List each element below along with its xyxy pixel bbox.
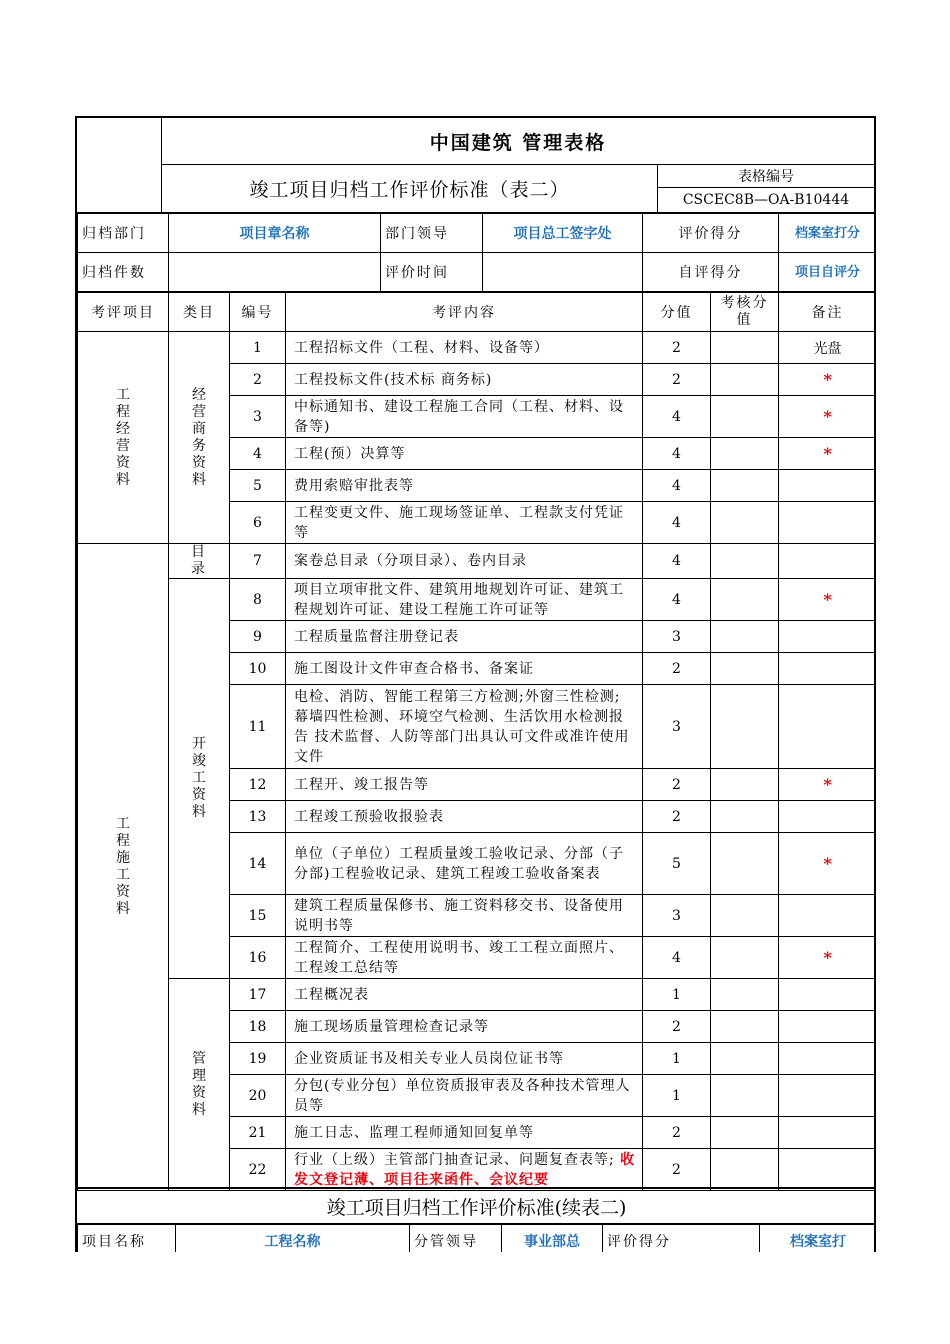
row-note — [779, 1117, 877, 1149]
row-content — [286, 332, 643, 364]
category-commercial-text — [173, 387, 225, 489]
row-number: 16 — [230, 937, 286, 979]
row-content — [286, 438, 643, 470]
row-points: 4 — [643, 937, 711, 979]
vertical-char: 料 — [192, 471, 206, 488]
vertical-char: 资 — [116, 884, 130, 900]
col-points: 分值 — [643, 293, 711, 332]
self-score-label: 自评得分 — [643, 253, 779, 292]
row-points: 2 — [643, 332, 711, 364]
vertical-char: 工 — [116, 816, 130, 832]
form-header — [77, 118, 874, 213]
required-star-icon: * — [779, 396, 877, 438]
vertical-char: 程 — [116, 833, 130, 849]
category-management-text — [173, 1051, 225, 1119]
row-note — [779, 979, 877, 1011]
category-catalog — [169, 544, 230, 579]
row-note — [779, 502, 877, 544]
time-label: 评价时间 — [381, 253, 483, 292]
row-content — [286, 544, 643, 579]
row-check-score[interactable] — [711, 895, 779, 937]
vertical-char: 目 — [191, 544, 207, 560]
row-check-score[interactable] — [711, 833, 779, 895]
row-points: 2 — [643, 653, 711, 685]
continued-section — [77, 1187, 876, 1252]
row-check-score[interactable] — [711, 502, 779, 544]
col-check: 考核分值 — [711, 293, 779, 332]
row-content — [286, 396, 643, 438]
row-content-text: 施工日志、监理工程师通知回复单等 — [294, 1124, 534, 1141]
row-number: 10 — [230, 653, 286, 685]
continued-score-value[interactable]: 档案室打 — [760, 1225, 877, 1253]
table-row — [78, 332, 877, 364]
row-content-text: 工程质量监督注册登记表 — [294, 628, 459, 645]
row-note — [779, 801, 877, 833]
row-content — [286, 1043, 643, 1075]
continued-title: 竣工项目归档工作评价标准(续表二) — [77, 1187, 876, 1224]
row-points: 2 — [643, 1011, 711, 1043]
required-star-icon: * — [779, 579, 877, 621]
row-points: 2 — [643, 364, 711, 396]
row-check-score[interactable] — [711, 769, 779, 801]
row-number: 5 — [230, 470, 286, 502]
row-number: 8 — [230, 579, 286, 621]
col-note: 备注 — [779, 293, 877, 332]
column-header-row — [78, 293, 877, 332]
row-content-text: 工程开、竣工报告等 — [294, 776, 429, 793]
vertical-char: 施 — [116, 850, 130, 866]
info-row-1 — [78, 214, 877, 253]
form-code: CSCEC8B—OA-B10444 — [682, 192, 850, 208]
col-number: 编号 — [230, 293, 286, 332]
row-points: 3 — [643, 685, 711, 769]
continued-info-row — [78, 1225, 877, 1253]
row-check-score[interactable] — [711, 396, 779, 438]
row-points: 1 — [643, 1075, 711, 1117]
project-name-value[interactable]: 工程名称 — [176, 1225, 410, 1253]
row-points: 2 — [643, 769, 711, 801]
row-content-text: 企业资质证书及相关专业人员岗位证书等 — [294, 1050, 564, 1067]
col-content: 考评内容 — [286, 293, 643, 332]
row-note — [779, 685, 877, 769]
continued-score-label: 评价得分 — [603, 1225, 760, 1253]
row-content-text: 中标通知书、建设工程施工合同（工程、材料、设备等) — [294, 398, 624, 435]
row-number: 18 — [230, 1011, 286, 1043]
vertical-char: 管 — [192, 1050, 206, 1067]
category-catalog-text — [173, 544, 225, 578]
row-points: 1 — [643, 1043, 711, 1075]
required-star-icon: * — [779, 937, 877, 979]
self-score-value[interactable]: 项目自评分 — [779, 253, 877, 292]
vertical-char: 经 — [116, 420, 130, 437]
row-points: 5 — [643, 833, 711, 895]
row-content — [286, 937, 643, 979]
row-check-score[interactable] — [711, 1117, 779, 1149]
row-check-score[interactable] — [711, 470, 779, 502]
col-category: 类目 — [169, 293, 230, 332]
row-content-text: 电检、消防、智能工程第三方检测;外窗三性检测; 幕墙四性检测、环境空气检测、生活饮用水检测报告 技术监督、人防等部门出具认可文件或准许使用文件 — [294, 688, 630, 765]
row-content — [286, 685, 643, 769]
row-number: 19 — [230, 1043, 286, 1075]
vertical-char: 料 — [192, 1101, 206, 1118]
row-content — [286, 579, 643, 621]
row-note — [779, 544, 877, 579]
continued-info-table — [77, 1224, 876, 1252]
category-start-completion-text — [173, 736, 225, 821]
vertical-char: 竣 — [192, 753, 206, 769]
row-note — [779, 653, 877, 685]
row-content-text: 工程简介、工程使用说明书、竣工工程立面照片、工程竣工总结等 — [294, 939, 624, 976]
row-check-score[interactable] — [711, 579, 779, 621]
category-management — [169, 979, 230, 1191]
category-start-completion — [169, 579, 230, 979]
row-check-score[interactable] — [711, 1043, 779, 1075]
row-content-text: 费用索赔审批表等 — [294, 477, 414, 494]
vertical-char: 营 — [116, 437, 130, 454]
vertical-char: 工 — [116, 867, 130, 883]
row-points: 4 — [643, 438, 711, 470]
row-points: 4 — [643, 544, 711, 579]
vertical-char: 录 — [191, 561, 207, 577]
row-content-text: 建筑工程质量保修书、施工资料移交书、设备使用说明书等 — [294, 897, 624, 934]
row-check-score[interactable] — [711, 544, 779, 579]
row-content — [286, 895, 643, 937]
table-row — [78, 979, 877, 1011]
division-leader-label: 分管领导 — [410, 1225, 502, 1253]
row-check-score[interactable] — [711, 1149, 779, 1191]
row-points: 4 — [643, 502, 711, 544]
row-check-score[interactable] — [711, 937, 779, 979]
vertical-char: 资 — [192, 454, 206, 471]
row-points: 2 — [643, 1117, 711, 1149]
form-code-label: 表格编号 — [658, 165, 874, 188]
dept-label: 归档部门 — [78, 214, 169, 253]
time-value[interactable] — [483, 253, 643, 292]
row-content-text: 项目立项审批文件、建筑用地规划许可证、建筑工程规划许可证、建设工程施工许可证等 — [294, 581, 624, 618]
row-note — [779, 1149, 877, 1191]
vertical-char: 程 — [116, 403, 130, 420]
row-content-text: 工程(预）决算等 — [294, 445, 406, 462]
row-note: 光盘 — [779, 332, 877, 364]
row-content — [286, 470, 643, 502]
row-note — [779, 470, 877, 502]
row-content — [286, 1011, 643, 1043]
leader-label: 部门领导 — [381, 214, 483, 253]
row-content — [286, 1149, 643, 1191]
row-check-score[interactable] — [711, 1011, 779, 1043]
evaluation-table — [77, 292, 876, 1191]
row-check-score[interactable] — [711, 685, 779, 769]
row-points: 2 — [643, 801, 711, 833]
header-blank-cell — [77, 118, 162, 212]
row-number: 2 — [230, 364, 286, 396]
row-check-score[interactable] — [711, 332, 779, 364]
row-number: 6 — [230, 502, 286, 544]
row-number: 7 — [230, 544, 286, 579]
vertical-char: 理 — [192, 1067, 206, 1084]
table-row — [78, 579, 877, 621]
row-number: 14 — [230, 833, 286, 895]
row-points: 4 — [643, 579, 711, 621]
row-check-score[interactable] — [711, 621, 779, 653]
vertical-char: 资 — [192, 1084, 206, 1101]
row-check-score[interactable] — [711, 979, 779, 1011]
row-check-score[interactable] — [711, 653, 779, 685]
row-check-score[interactable] — [711, 1075, 779, 1117]
count-label: 归档件数 — [78, 253, 169, 292]
row-note — [779, 1075, 877, 1117]
vertical-char: 经 — [192, 386, 206, 403]
row-check-score[interactable] — [711, 438, 779, 470]
row-check-score[interactable] — [711, 801, 779, 833]
table-row — [78, 544, 877, 579]
score-value[interactable]: 档案室打分 — [779, 214, 877, 253]
row-content-text: 工程投标文件(技术标 商务标) — [294, 371, 493, 388]
info-row-2 — [78, 253, 877, 292]
row-content — [286, 979, 643, 1011]
row-content-text: 分包(专业分包）单位资质报审表及各种技术管理人员等 — [294, 1077, 631, 1114]
row-content-text: 施工现场质量管理检查记录等 — [294, 1018, 489, 1035]
row-content — [286, 364, 643, 396]
group-construction-records — [78, 544, 169, 1191]
row-content-text: 单位（子单位）工程质量竣工验收记录、分部（子分部)工程验收记录、建筑工程竣工验收备案表 — [294, 845, 624, 882]
row-note — [779, 621, 877, 653]
row-number: 22 — [230, 1149, 286, 1191]
row-content — [286, 653, 643, 685]
row-content-highlight: 收发文登记薄、项目往来函件、会议纪要 — [294, 1151, 636, 1188]
col-project: 考评项目 — [78, 293, 169, 332]
row-number: 1 — [230, 332, 286, 364]
row-number: 15 — [230, 895, 286, 937]
leader-value[interactable]: 项目总工签字处 — [483, 214, 643, 253]
row-note — [779, 1011, 877, 1043]
row-content — [286, 833, 643, 895]
vertical-char: 工 — [116, 386, 130, 403]
row-number: 3 — [230, 396, 286, 438]
vertical-char: 资 — [192, 787, 206, 803]
brand-title: 中国建筑 管理表格 — [162, 118, 874, 165]
row-points: 3 — [643, 621, 711, 653]
row-content — [286, 502, 643, 544]
row-check-score[interactable] — [711, 364, 779, 396]
row-points: 4 — [643, 396, 711, 438]
vertical-char: 营 — [192, 403, 206, 420]
row-content — [286, 1075, 643, 1117]
required-star-icon: * — [779, 833, 877, 895]
score-label: 评价得分 — [643, 214, 779, 253]
row-content-text: 工程竣工预验收报验表 — [294, 808, 444, 825]
vertical-char: 料 — [116, 471, 130, 488]
row-number: 13 — [230, 801, 286, 833]
row-content — [286, 769, 643, 801]
row-number: 9 — [230, 621, 286, 653]
group-business-records-text — [82, 387, 164, 489]
required-star-icon: * — [779, 438, 877, 470]
row-points: 3 — [643, 895, 711, 937]
vertical-char: 资 — [116, 454, 130, 471]
division-leader-value[interactable]: 事业部总 — [502, 1225, 603, 1253]
category-commercial — [169, 332, 230, 544]
row-number: 4 — [230, 438, 286, 470]
row-content — [286, 621, 643, 653]
row-content — [286, 1117, 643, 1149]
vertical-char: 料 — [192, 804, 206, 820]
row-content-text: 工程变更文件、施工现场签证单、工程款支付凭证等 — [294, 504, 624, 541]
vertical-char: 务 — [192, 437, 206, 454]
row-content-text: 案卷总目录（分项目录）、卷内目录 — [294, 553, 527, 569]
row-content-text: 行业（上级）主管部门抽查记录、问题复查表等; — [294, 1151, 615, 1168]
row-points: 4 — [643, 470, 711, 502]
row-number: 20 — [230, 1075, 286, 1117]
row-number: 17 — [230, 979, 286, 1011]
required-star-icon: * — [779, 364, 877, 396]
row-points: 1 — [643, 979, 711, 1011]
row-number: 12 — [230, 769, 286, 801]
vertical-char: 开 — [192, 736, 206, 752]
row-note — [779, 1043, 877, 1075]
row-content-text: 施工图设计文件审查合格书、备案证 — [294, 660, 534, 677]
row-points: 2 — [643, 1149, 711, 1191]
group-business-records — [78, 332, 169, 544]
row-note — [779, 895, 877, 937]
form-title: 竣工项目归档工作评价标准（表二） — [162, 165, 658, 212]
row-content-text: 工程招标文件（工程、材料、设备等） — [294, 339, 549, 356]
info-table — [77, 213, 876, 292]
vertical-char: 商 — [192, 420, 206, 437]
dept-value[interactable]: 项目章名称 — [169, 214, 381, 253]
form-frame — [75, 116, 876, 1252]
group-construction-records-text — [82, 816, 164, 918]
count-value[interactable] — [169, 253, 381, 292]
row-number: 11 — [230, 685, 286, 769]
vertical-char: 工 — [192, 770, 206, 786]
row-content — [286, 801, 643, 833]
project-name-label: 项目名称 — [78, 1225, 176, 1253]
row-content-text: 工程概况表 — [294, 986, 369, 1003]
row-number: 21 — [230, 1117, 286, 1149]
vertical-char: 料 — [116, 901, 130, 917]
required-star-icon: * — [779, 769, 877, 801]
